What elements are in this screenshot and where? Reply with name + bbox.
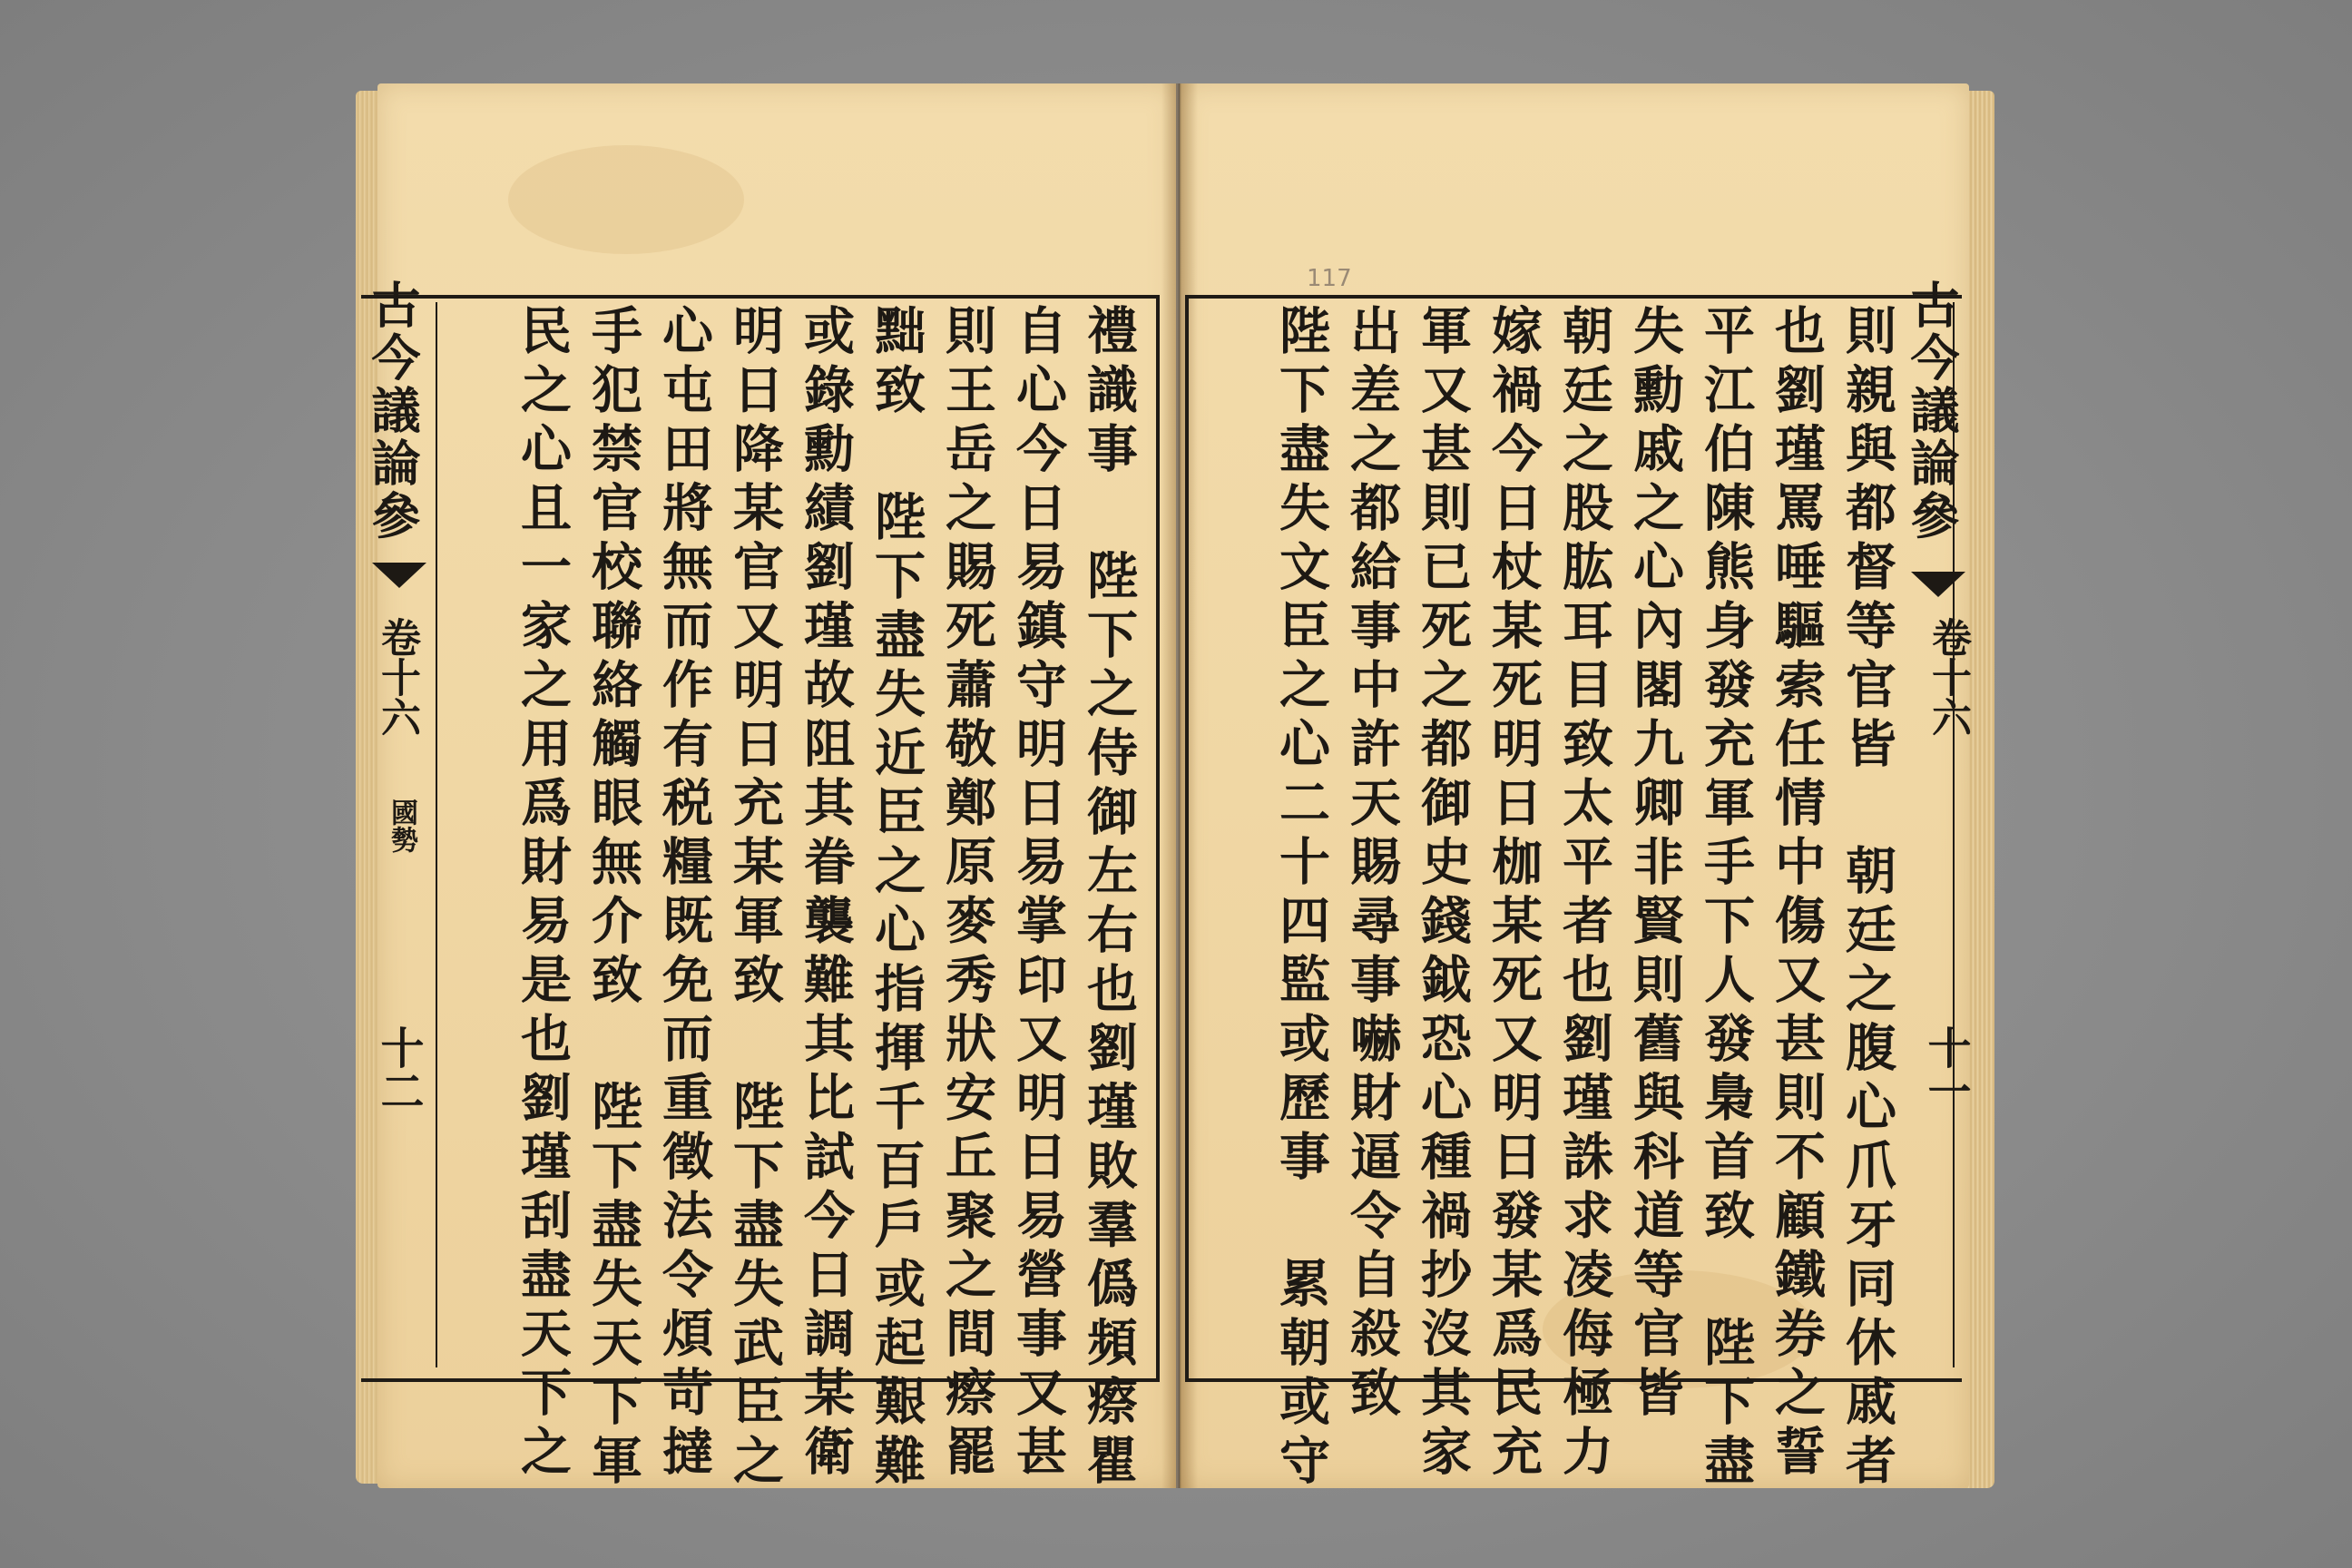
right-text-column: 陛下盡失文臣之心二十四監或歷事 累朝或守: [1271, 304, 1331, 1493]
left-text-column: 黜致 陛下盡失近臣之心指揮千百戶或起艱難: [867, 304, 926, 1493]
left-folio-number: 十二: [373, 1025, 424, 1112]
left-text-column: 或錄勳績劉瑾故阻其眷襲難其比試今日調某衛: [796, 304, 856, 1484]
left-text-column: 明日降某官又明日充某軍致 陛下盡失武臣之: [725, 304, 785, 1493]
right-text-column: 失勳戚之心內閣九卿非賢則舊與科道等官皆: [1625, 304, 1685, 1425]
right-text-column: 也劉瑾罵唾驅索任情中傷又甚則不顧鐵券之誓: [1767, 304, 1827, 1484]
right-folio-number: 十一: [1920, 1025, 1971, 1112]
pencil-annotation: 117: [1307, 265, 1352, 292]
right-margin-title: 古今議論參: [1903, 279, 1961, 543]
right-text-column: 嫁禍今日杖某死明日枷某死又明日發某爲民充: [1484, 304, 1544, 1484]
left-margin-topic: 國勢: [386, 799, 417, 853]
left-text-column: 民之心且一家之用爲財易是也劉瑾刮盡天下之: [513, 304, 573, 1484]
right-text-column: 朝廷之股肱耳目致太平者也劉瑾誅求凌侮極力: [1554, 304, 1614, 1484]
left-text-column: 心屯田將無而作有税糧既免而重徵法令煩苛撻: [654, 304, 714, 1484]
left-text-column: 自心今日易鎮守明日易掌印又明日易營事又甚: [1008, 304, 1068, 1484]
fish-tail-mark: [372, 563, 426, 588]
paper-stain: [508, 145, 744, 254]
left-text-column: 手犯禁官校聯絡觸眼無介致 陛下盡失天下軍: [583, 304, 643, 1493]
right-text-column: 出差之都給事中許天賜尋事嚇財逼令自殺致: [1342, 304, 1402, 1425]
left-text-column: 則王岳之賜死蕭敬鄭原麥秀狀安丘聚之間瘵罷: [937, 304, 997, 1484]
left-margin-volume: 卷十六: [374, 617, 420, 737]
right-margin-volume: 卷十六: [1925, 617, 1971, 737]
left-text-column: 禮識事 陛下之侍御左右也劉瑾敗羣僞頻瘵瞿: [1079, 304, 1139, 1493]
right-text-column: 軍又甚則已死之都御史錢鉞恐心種禍抄沒其家: [1413, 304, 1473, 1484]
left-margin-title: 古今議論參: [364, 279, 422, 543]
right-text-column: 平江伯陳熊身發充軍手下人發梟首致 陛下盡: [1696, 304, 1756, 1493]
fish-tail-mark: [1911, 572, 1965, 597]
right-text-column: 則親與都督等官皆 朝廷之腹心爪牙同休戚者: [1838, 304, 1897, 1493]
